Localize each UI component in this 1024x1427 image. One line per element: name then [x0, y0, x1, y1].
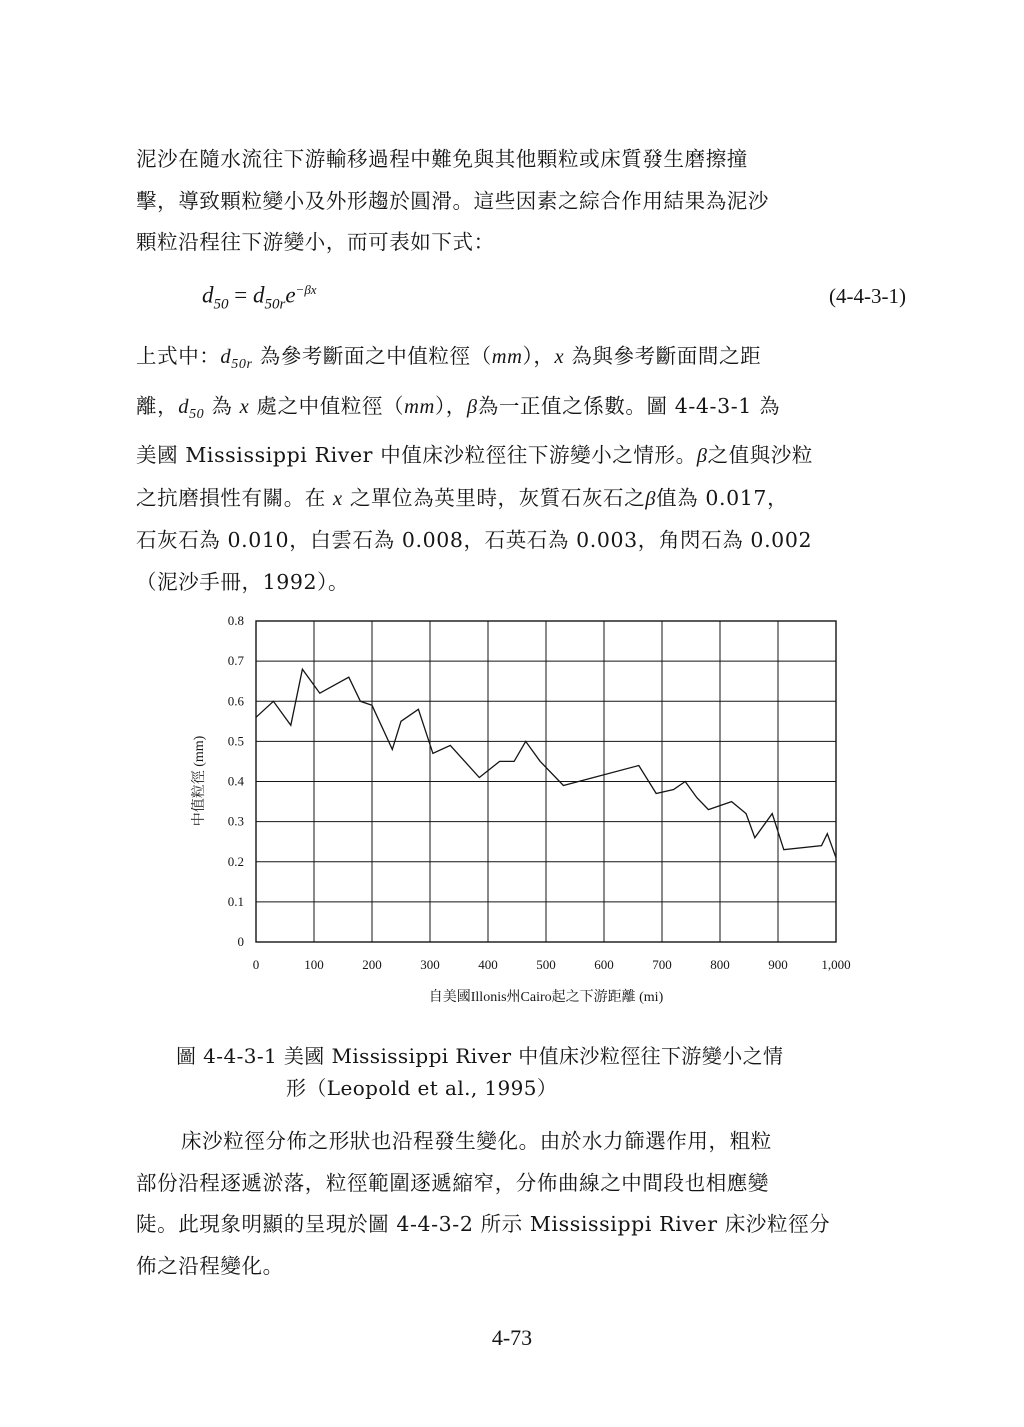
y-tick-label: 0.6: [227, 693, 244, 709]
text-line: 泥沙在隨水流往下游輸移過程中難免與其他顆粒或床質發生磨擦撞: [136, 147, 748, 171]
grain-size-line-chart: [170, 605, 870, 1015]
text-line: 顆粒沿程往下游變小，而可表如下式：: [136, 230, 495, 254]
chart-grid: [256, 621, 836, 942]
x-tick-label: 400: [478, 957, 498, 972]
x-tick-label: 200: [362, 957, 382, 972]
x-axis-label: 自美國Illonis州Cairo起之下游距離 (mi): [428, 990, 664, 1005]
x-tick-label: 500: [536, 957, 556, 972]
equation-number: (4-4-3-1): [829, 284, 906, 308]
text-line: 離，$d_{50}$ 為 x 處之中值粒徑（mm），β為一正值之係數。圖 4-4-3-1 為: [136, 393, 781, 422]
x-tick-label: 100: [304, 957, 324, 972]
page-number: 4-73: [491, 1325, 533, 1350]
x-tick-label: 600: [594, 957, 614, 972]
x-tick-labels: [253, 957, 851, 972]
y-tick-label: 0.8: [227, 613, 244, 628]
x-tick-label: 1,000: [821, 957, 851, 972]
x-tick-label: 800: [710, 957, 730, 972]
text-line: 佈之沿程變化。: [136, 1253, 284, 1278]
text-line: 美國 Mississippi River 中值床沙粒徑往下游變小之情形。β之值與沙粒: [136, 443, 814, 468]
x-tick-label: 300: [420, 957, 440, 972]
caption-line: 形（Leopold et al., 1995）: [286, 1076, 558, 1100]
paragraph-definitions: [136, 336, 912, 603]
x-tick-label: 700: [652, 957, 672, 972]
paragraph-distribution: [136, 1121, 912, 1287]
text-line: 石灰石為 0.010，白雲石為 0.008，石英石為 0.003，角閃石為 0.002: [136, 528, 813, 553]
y-axis-label: 中值粒徑 (mm): [192, 735, 207, 827]
y-tick-label: 0.3: [227, 813, 244, 829]
x-tick-label: 0: [252, 957, 260, 972]
text-line: 部份沿程逐遞淤落，粒徑範圍逐遞縮窄，分佈曲線之中間段也相應變: [136, 1170, 769, 1195]
y-tick-label: 0.7: [227, 653, 244, 669]
y-tick-label: 0.5: [227, 733, 244, 749]
text-line: 床沙粒徑分佈之形狀也沿程發生變化。由於水力篩選作用，粗粒: [181, 1129, 772, 1153]
figure-caption: [176, 1040, 876, 1104]
text-line: 擊，導致顆粒變小及外形趨於圓滑。這些因素之綜合作用結果為泥沙: [136, 188, 769, 213]
paragraph-intro: [136, 139, 912, 264]
y-tick-label: 0.2: [227, 853, 244, 869]
y-tick-label: 0.1: [227, 893, 244, 909]
equation: $d_{50} = d_{50r}e^{-\beta x}$: [202, 282, 317, 313]
text-line: 之抗磨損性有關。在 x 之單位為英里時，灰質石灰石之β值為 0.017，: [136, 485, 789, 510]
y-tick-labels: [228, 613, 245, 949]
text-line: 陡。此現象明顯的呈現於圖 4-4-3-2 所示 Mississippi River 床沙粒徑分: [136, 1212, 831, 1236]
text-line: （泥沙手冊，1992）。: [136, 569, 350, 594]
x-tick-label: 900: [768, 957, 788, 972]
y-tick-label: 0: [237, 934, 244, 949]
caption-line: 圖 4-4-3-1 美國 Mississippi River 中值床沙粒徑往下游變小之情: [176, 1044, 784, 1068]
text-line: 上式中：$d_{50r}$ 為參考斷面之中值粒徑（mm），x 為與參考斷面間之距: [136, 344, 762, 373]
y-tick-label: 0.4: [227, 773, 244, 789]
